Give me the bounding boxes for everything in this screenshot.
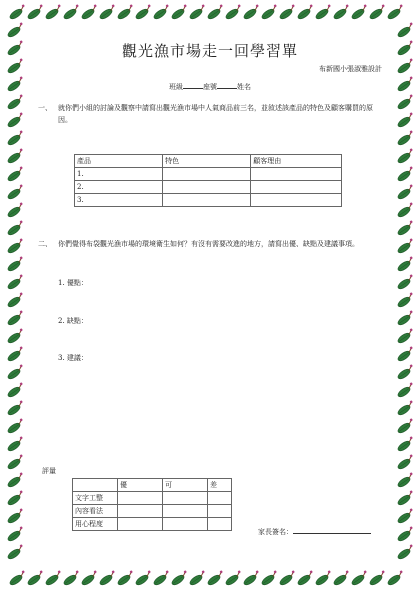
leaf-sprig-icon bbox=[396, 166, 415, 183]
leaf-sprig-icon bbox=[8, 570, 27, 587]
leaf-sprig-icon bbox=[396, 364, 415, 381]
leaf-sprig-icon bbox=[6, 382, 25, 399]
leaf-sprig-icon bbox=[170, 570, 189, 587]
rating-cell[interactable] bbox=[118, 505, 163, 518]
leaf-sprig-icon bbox=[6, 130, 25, 147]
leaf-sprig-icon bbox=[6, 472, 25, 489]
leaf-sprig-icon bbox=[6, 364, 25, 381]
evaluation-label: 評量 bbox=[42, 467, 56, 475]
leaf-sprig-icon bbox=[134, 570, 153, 587]
leaf-sprig-icon bbox=[260, 4, 279, 21]
question-1 bbox=[38, 102, 382, 132]
leaf-sprig-icon bbox=[296, 4, 315, 21]
leaf-sprig-icon bbox=[396, 40, 415, 57]
class-blank[interactable] bbox=[183, 80, 203, 89]
leaf-sprig-icon bbox=[44, 4, 63, 21]
leaf-sprig-icon bbox=[116, 570, 135, 587]
rating-cell[interactable] bbox=[208, 492, 232, 505]
leaf-sprig-icon bbox=[242, 4, 261, 21]
leaf-sprig-icon bbox=[396, 238, 415, 255]
item-cons: 2. 缺點： bbox=[58, 317, 88, 325]
leaf-sprig-icon bbox=[396, 202, 415, 219]
leaf-sprig-icon bbox=[6, 58, 25, 75]
table-header-cell: 顧客理由 bbox=[251, 155, 342, 168]
leaf-sprig-icon bbox=[6, 490, 25, 507]
criterion-label: 內容看法 bbox=[73, 505, 118, 518]
seat-blank[interactable] bbox=[217, 80, 237, 89]
leaf-sprig-icon bbox=[396, 526, 415, 543]
leaf-sprig-icon bbox=[6, 418, 25, 435]
leaf-sprig-icon bbox=[6, 148, 25, 165]
leaf-sprig-icon bbox=[386, 570, 405, 587]
table-header-cell: 特色 bbox=[163, 155, 251, 168]
table-header-cell bbox=[73, 479, 118, 492]
leaf-sprig-icon bbox=[314, 570, 333, 587]
leaf-sprig-icon bbox=[386, 4, 405, 21]
leaf-sprig-icon bbox=[6, 76, 25, 93]
leaf-sprig-icon bbox=[224, 4, 243, 21]
leaf-sprig-icon bbox=[206, 4, 225, 21]
leaf-sprig-icon bbox=[396, 22, 415, 39]
table-header-row bbox=[75, 155, 342, 168]
leaf-sprig-icon bbox=[206, 570, 225, 587]
leaf-sprig-icon bbox=[6, 112, 25, 129]
leaf-sprig-icon bbox=[6, 220, 25, 237]
question-1-number: 一、 bbox=[38, 104, 52, 112]
item-suggestions: 3. 建議： bbox=[58, 354, 88, 362]
leaf-sprig-icon bbox=[396, 328, 415, 345]
leaf-sprig-icon bbox=[296, 570, 315, 587]
leaf-sprig-icon bbox=[98, 570, 117, 587]
leaf-sprig-icon bbox=[6, 22, 25, 39]
leaf-sprig-icon bbox=[332, 4, 351, 21]
leaf-sprig-icon bbox=[6, 508, 25, 525]
leaf-sprig-icon bbox=[396, 454, 415, 471]
leaf-sprig-icon bbox=[396, 130, 415, 147]
leaf-sprig-icon bbox=[396, 112, 415, 129]
worksheet-page bbox=[38, 30, 382, 570]
signature-label: 家長簽名： bbox=[258, 528, 293, 536]
leaf-sprig-icon bbox=[6, 544, 25, 561]
leaf-sprig-icon bbox=[396, 184, 415, 201]
table-row bbox=[73, 492, 232, 505]
author-credit: 布新國小張淑雅設計 bbox=[319, 65, 382, 73]
leaf-sprig-icon bbox=[188, 4, 207, 21]
table-row bbox=[73, 518, 232, 531]
row-number: 1. bbox=[75, 168, 163, 181]
rating-cell[interactable] bbox=[163, 492, 208, 505]
seat-label: 座號 bbox=[203, 83, 217, 91]
leaf-sprig-icon bbox=[6, 202, 25, 219]
leaf-sprig-icon bbox=[188, 570, 207, 587]
rating-cell[interactable] bbox=[208, 518, 232, 531]
leaf-sprig-icon bbox=[80, 4, 99, 21]
leaf-sprig-icon bbox=[396, 544, 415, 561]
leaf-sprig-icon bbox=[6, 526, 25, 543]
leaf-sprig-icon bbox=[62, 4, 81, 21]
leaf-sprig-icon bbox=[396, 256, 415, 273]
leaf-sprig-icon bbox=[134, 4, 153, 21]
leaf-sprig-icon bbox=[260, 570, 279, 587]
leaf-sprig-icon bbox=[98, 4, 117, 21]
leaf-sprig-icon bbox=[350, 4, 369, 21]
page-title: 觀光漁市場走一回學習單 bbox=[121, 42, 298, 60]
leaf-sprig-icon bbox=[6, 328, 25, 345]
leaf-sprig-icon bbox=[6, 310, 25, 327]
table-header-cell: 優 bbox=[118, 479, 163, 492]
row-number: 2. bbox=[75, 181, 163, 194]
leaf-sprig-icon bbox=[396, 436, 415, 453]
leaf-sprig-icon bbox=[6, 454, 25, 471]
leaf-sprig-icon bbox=[396, 148, 415, 165]
leaf-sprig-icon bbox=[152, 4, 171, 21]
leaf-sprig-icon bbox=[396, 58, 415, 75]
leaf-sprig-icon bbox=[62, 570, 81, 587]
answer-cell[interactable] bbox=[163, 181, 251, 194]
leaf-sprig-icon bbox=[396, 310, 415, 327]
leaf-sprig-icon bbox=[396, 472, 415, 489]
leaf-sprig-icon bbox=[350, 570, 369, 587]
rating-cell[interactable] bbox=[208, 505, 232, 518]
table-row bbox=[75, 168, 342, 181]
leaf-sprig-icon bbox=[6, 184, 25, 201]
leaf-sprig-icon bbox=[224, 570, 243, 587]
row-number: 3. bbox=[75, 194, 163, 207]
question-2-number: 二、 bbox=[38, 240, 52, 248]
leaf-sprig-icon bbox=[396, 418, 415, 435]
leaf-sprig-icon bbox=[396, 490, 415, 507]
signature-line[interactable] bbox=[293, 525, 371, 534]
rating-cell[interactable] bbox=[163, 518, 208, 531]
class-label: 班級 bbox=[169, 83, 183, 91]
leaf-sprig-icon bbox=[26, 570, 45, 587]
table-header-cell: 可 bbox=[163, 479, 208, 492]
leaf-sprig-icon bbox=[116, 4, 135, 21]
table-header-row bbox=[73, 479, 232, 492]
answer-cell[interactable] bbox=[163, 168, 251, 181]
leaf-sprig-icon bbox=[8, 4, 27, 21]
leaf-sprig-icon bbox=[80, 570, 99, 587]
rating-cell[interactable] bbox=[163, 505, 208, 518]
criterion-label: 文字工整 bbox=[73, 492, 118, 505]
leaf-sprig-icon bbox=[26, 4, 45, 21]
answer-cell[interactable] bbox=[251, 194, 342, 207]
leaf-sprig-icon bbox=[278, 4, 297, 21]
rating-cell[interactable] bbox=[118, 518, 163, 531]
leaf-sprig-icon bbox=[396, 382, 415, 399]
leaf-sprig-icon bbox=[396, 346, 415, 363]
leaf-sprig-icon bbox=[6, 238, 25, 255]
leaf-sprig-icon bbox=[368, 4, 387, 21]
leaf-sprig-icon bbox=[396, 400, 415, 417]
table-row bbox=[73, 505, 232, 518]
leaf-sprig-icon bbox=[396, 274, 415, 291]
question-1-text: 就你們小組的討論及觀察中請寫出觀光漁市場中人氣商品前三名，並敘述該產品的特色及顧客購買的原因。 bbox=[58, 104, 373, 124]
parent-signature bbox=[258, 525, 371, 537]
question-2-text: 你們覺得布袋觀光漁市場的環境衛生如何？有沒有需要改進的地方，請寫出優、缺點及建議事項。 bbox=[58, 240, 359, 248]
answer-cell[interactable] bbox=[251, 168, 342, 181]
leaf-sprig-icon bbox=[242, 570, 261, 587]
item-pros: 1. 優點： bbox=[58, 279, 88, 287]
rating-cell[interactable] bbox=[118, 492, 163, 505]
table-row bbox=[75, 181, 342, 194]
leaf-sprig-icon bbox=[332, 570, 351, 587]
leaf-sprig-icon bbox=[314, 4, 333, 21]
student-info-line bbox=[38, 80, 382, 92]
leaf-sprig-icon bbox=[278, 570, 297, 587]
leaf-sprig-icon bbox=[396, 220, 415, 237]
answer-cell[interactable] bbox=[163, 194, 251, 207]
leaf-sprig-icon bbox=[396, 292, 415, 309]
leaf-sprig-icon bbox=[368, 570, 387, 587]
question-2 bbox=[38, 238, 382, 268]
leaf-sprig-icon bbox=[6, 94, 25, 111]
leaf-sprig-icon bbox=[6, 436, 25, 453]
leaf-sprig-icon bbox=[6, 166, 25, 183]
leaf-sprig-icon bbox=[396, 508, 415, 525]
criterion-label: 用心程度 bbox=[73, 518, 118, 531]
name-label: 姓名 bbox=[237, 83, 251, 91]
leaf-sprig-icon bbox=[6, 292, 25, 309]
evaluation-table bbox=[72, 478, 232, 531]
leaf-sprig-icon bbox=[396, 94, 415, 111]
leaf-sprig-icon bbox=[396, 76, 415, 93]
leaf-sprig-icon bbox=[44, 570, 63, 587]
leaf-sprig-icon bbox=[6, 346, 25, 363]
leaf-sprig-icon bbox=[6, 40, 25, 57]
table-header-cell: 產品 bbox=[75, 155, 163, 168]
leaf-sprig-icon bbox=[170, 4, 189, 21]
leaf-sprig-icon bbox=[152, 570, 171, 587]
leaf-sprig-icon bbox=[6, 274, 25, 291]
table-header-cell: 差 bbox=[208, 479, 232, 492]
products-table bbox=[74, 154, 342, 207]
table-row bbox=[75, 194, 342, 207]
leaf-sprig-icon bbox=[6, 256, 25, 273]
leaf-sprig-icon bbox=[6, 400, 25, 417]
answer-cell[interactable] bbox=[251, 181, 342, 194]
